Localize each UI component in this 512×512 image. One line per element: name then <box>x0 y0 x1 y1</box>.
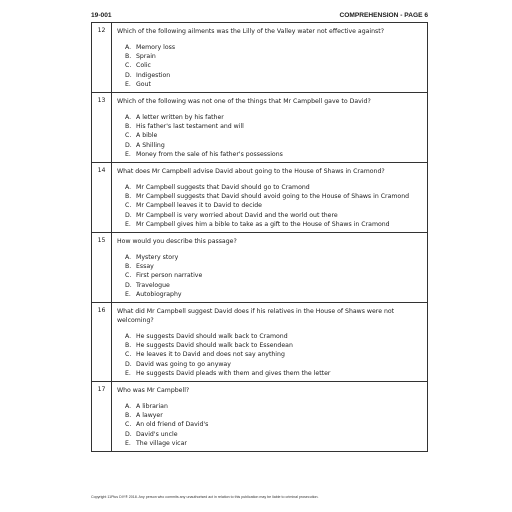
option-text: Mystery story <box>136 254 179 262</box>
option-text: He suggests David should walk back to Essendean <box>136 342 293 350</box>
question-text: What does Mr Campbell advise David about going to the House of Shaws in Cramond? <box>117 168 385 176</box>
option-text: He suggests David pleads with them and gives them the letter <box>136 369 331 377</box>
option-letter: A. <box>125 44 132 51</box>
option-letter: E. <box>125 369 131 377</box>
option-text: He leaves it to David and does not say anything <box>136 351 285 359</box>
option-letter: E. <box>125 150 131 158</box>
option-letter: C. <box>125 202 132 210</box>
answer-option[interactable] <box>117 360 421 369</box>
answer-option[interactable] <box>117 150 421 159</box>
answer-option[interactable] <box>117 183 421 192</box>
option-text: Money from the sale of his father's possessions <box>136 150 283 158</box>
question-row <box>92 233 428 303</box>
option-text: His father's last testament and will <box>136 123 244 131</box>
option-letter: B. <box>125 53 132 61</box>
option-text: Gout <box>136 80 151 88</box>
option-letter: D. <box>125 430 132 438</box>
page-title: COMPREHENSION - PAGE 6 <box>339 12 428 19</box>
option-letter: B. <box>125 193 132 201</box>
answer-option[interactable] <box>117 220 421 229</box>
answer-option[interactable] <box>117 430 421 439</box>
option-text: Mr Campbell is very worried about David and the world out there <box>136 211 338 219</box>
option-letter: A. <box>125 333 132 341</box>
option-letter: D. <box>125 281 132 289</box>
answer-option[interactable] <box>117 122 421 131</box>
option-text: A letter written by his father <box>136 114 224 122</box>
option-text: Travelogue <box>136 281 170 289</box>
option-text: First person narrative <box>136 272 203 280</box>
question-number: 17 <box>92 382 112 452</box>
answer-option[interactable] <box>117 439 421 448</box>
answer-option[interactable] <box>117 271 421 280</box>
question-text: Which of the following ailments was the Lilly of the Valley water not effective against? <box>117 28 384 35</box>
answer-option[interactable] <box>117 420 421 429</box>
question-text: What did Mr Campbell suggest David does if his relatives in the House of Shaws were not welcoming? <box>117 308 395 325</box>
answer-option[interactable] <box>117 201 421 210</box>
option-letter: A. <box>125 114 132 122</box>
option-letter: E. <box>125 220 131 228</box>
option-letter: E. <box>125 80 131 88</box>
question-number: 14 <box>92 163 112 233</box>
answer-option[interactable] <box>117 43 421 52</box>
option-letter: A. <box>125 403 132 411</box>
questions-table <box>91 22 428 452</box>
question-text: How would you describe this passage? <box>117 238 237 246</box>
question-body <box>112 382 428 452</box>
option-text: A Shilling <box>136 141 165 149</box>
answer-option[interactable] <box>117 281 421 290</box>
option-text: A librarian <box>136 403 168 411</box>
question-number: 12 <box>92 23 112 93</box>
option-text: David's uncle <box>136 430 178 438</box>
option-letter: D. <box>125 141 132 149</box>
option-letter: C. <box>125 351 132 359</box>
question-row <box>92 93 428 163</box>
option-text: A bible <box>136 132 158 140</box>
answer-option[interactable] <box>117 192 421 201</box>
answer-option[interactable] <box>117 262 421 271</box>
answer-option[interactable] <box>117 52 421 61</box>
option-letter: B. <box>125 342 132 350</box>
question-body <box>112 93 428 163</box>
answer-option[interactable] <box>117 61 421 70</box>
answer-option[interactable] <box>117 113 421 122</box>
option-text: Sprain <box>136 53 156 61</box>
question-row <box>92 23 428 93</box>
option-letter: C. <box>125 272 132 280</box>
answer-option[interactable] <box>117 402 421 411</box>
question-text: Who was Mr Campbell? <box>117 387 190 395</box>
option-letter: D. <box>125 211 132 219</box>
option-letter: B. <box>125 412 132 420</box>
answer-option[interactable] <box>117 341 421 350</box>
option-text: An old friend of David's <box>136 421 209 429</box>
question-body <box>112 23 428 93</box>
option-letter: E. <box>125 290 131 298</box>
question-row <box>92 163 428 233</box>
option-text: Mr Campbell suggests that David should avoid going to the House of Shaws in Cramond <box>136 193 410 201</box>
answer-option[interactable] <box>117 80 421 89</box>
answer-option[interactable] <box>117 141 421 150</box>
copyright-footer: Copyright 11Plus DIY® 2018. Any person who commits any unauthorised act in relation to this publication may be liable to criminal prosecution. <box>91 495 319 499</box>
option-text: Mr Campbell leaves it to David to decide <box>136 202 262 210</box>
option-letter: B. <box>125 123 132 131</box>
document-code: 19-001 <box>91 12 112 19</box>
option-letter: E. <box>125 439 131 447</box>
option-letter: C. <box>125 421 132 429</box>
answer-option[interactable] <box>117 290 421 299</box>
option-letter: D. <box>125 71 132 79</box>
answer-option[interactable] <box>117 253 421 262</box>
question-body <box>112 163 428 233</box>
question-body <box>112 303 428 382</box>
option-letter: B. <box>125 263 132 271</box>
option-letter: D. <box>125 360 132 368</box>
option-letter: A. <box>125 184 132 192</box>
answer-option[interactable] <box>117 369 421 378</box>
option-letter: C. <box>125 62 132 70</box>
option-letter: C. <box>125 132 132 140</box>
page-header <box>91 10 428 22</box>
answer-option[interactable] <box>117 411 421 420</box>
answer-option[interactable] <box>117 332 421 341</box>
answer-option[interactable] <box>117 71 421 80</box>
question-text: Which of the following was not one of the things that Mr Campbell gave to David? <box>117 98 371 106</box>
option-text: Memory loss <box>136 44 176 51</box>
option-text: Indigestion <box>136 71 171 79</box>
answer-option[interactable] <box>117 131 421 140</box>
answer-option[interactable] <box>117 211 421 220</box>
question-row <box>92 303 428 382</box>
answer-option[interactable] <box>117 350 421 359</box>
question-row <box>92 382 428 452</box>
question-number: 16 <box>92 303 112 382</box>
question-body <box>112 233 428 303</box>
option-text: A lawyer <box>136 412 163 420</box>
option-text: He suggests David should walk back to Cramond <box>136 333 288 341</box>
option-text: The village vicar <box>136 439 187 447</box>
option-text: Mr Campbell gives him a bible to take as a gift to the House of Shaws in Cramond <box>136 220 390 228</box>
option-text: Mr Campbell suggests that David should go to Cramond <box>136 184 310 192</box>
question-number: 15 <box>92 233 112 303</box>
question-number: 13 <box>92 93 112 163</box>
option-text: Essay <box>136 263 154 271</box>
option-text: David was going to go anyway <box>136 360 231 368</box>
option-letter: A. <box>125 254 132 262</box>
option-text: Colic <box>136 62 151 70</box>
option-text: Autobiography <box>136 290 182 298</box>
